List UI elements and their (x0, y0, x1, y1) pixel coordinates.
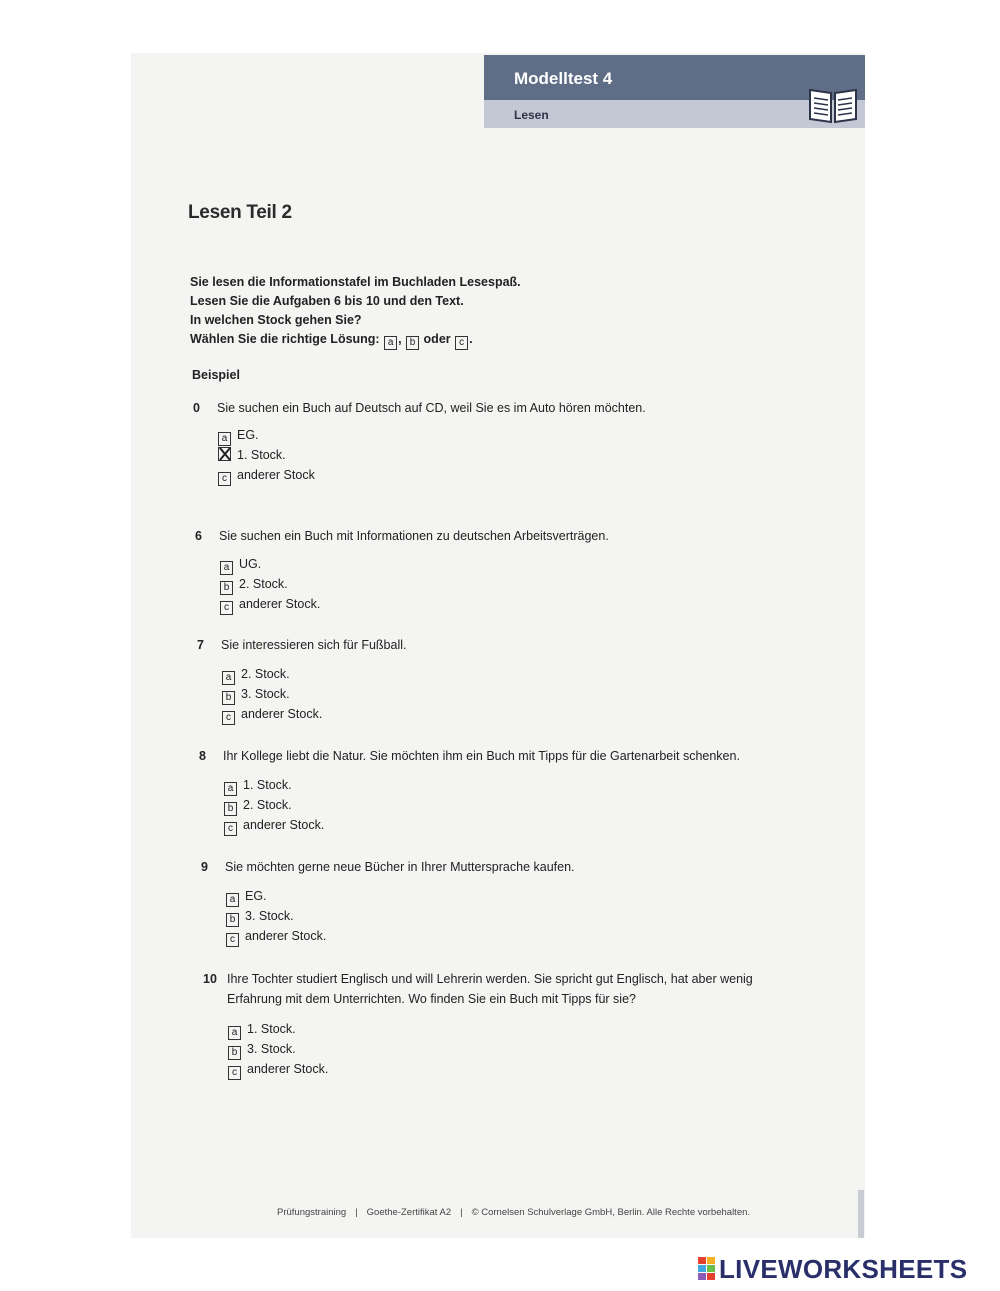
option-a[interactable] (225, 886, 326, 906)
question-number: 0 (193, 401, 200, 415)
liveworksheets-brand[interactable]: LIVEWORKSHEETS (719, 1254, 968, 1284)
option-letter: a (228, 1026, 241, 1040)
option-c[interactable] (227, 1059, 328, 1079)
option-letter: c (222, 711, 235, 725)
option-label: anderer Stock. (239, 597, 321, 611)
question-number: 10 (203, 972, 217, 986)
instruction-line: Sie lesen die Informationstafel im Buchladen Lesespaß. (190, 275, 521, 289)
page-edge (858, 1190, 864, 1238)
option-label: UG. (239, 557, 262, 571)
liveworksheets-logo-icon (698, 1257, 716, 1281)
option-a[interactable] (221, 664, 322, 684)
option-c[interactable] (223, 815, 324, 835)
option-a[interactable] (227, 1019, 328, 1039)
checked-box-icon (218, 447, 231, 461)
header-subtitle: Lesen (514, 108, 549, 122)
option-letter: a (222, 671, 235, 685)
option-label: anderer Stock. (241, 707, 323, 721)
option-letter: c (228, 1066, 241, 1080)
option-letter: c (218, 472, 231, 486)
instruction-line: In welchen Stock gehen Sie? (190, 313, 362, 327)
open-book-icon (807, 86, 859, 124)
option-a[interactable] (217, 425, 315, 445)
header-title: Modelltest 4 (514, 69, 613, 88)
question-text-continued: Erfahrung mit dem Unterrichten. Wo finden Sie ein Buch mit Tipps für sie? (227, 992, 636, 1006)
option-c[interactable] (225, 926, 326, 946)
question-number: 6 (195, 529, 202, 543)
question-text: Sie suchen ein Buch auf Deutsch auf CD, weil Sie es im Auto hören möchten. (217, 401, 646, 415)
option-label: 1. Stock. (243, 778, 292, 792)
option-letter: a (220, 561, 233, 575)
question-6 (195, 526, 815, 616)
option-letter: b (222, 691, 235, 705)
option-b[interactable] (219, 574, 320, 594)
question-text: Sie möchten gerne neue Bücher in Ihrer Muttersprache kaufen. (225, 860, 575, 874)
instructions (190, 273, 521, 350)
question-9 (201, 857, 821, 947)
option-c[interactable] (219, 594, 320, 614)
option-a[interactable] (223, 775, 324, 795)
example-label: Beispiel (192, 368, 240, 382)
option-letter: a (226, 893, 239, 907)
option-label: 3. Stock. (247, 1042, 296, 1056)
option-letter: a (218, 432, 231, 446)
letter-box-b: b (406, 336, 419, 350)
letter-box-a: a (384, 336, 397, 350)
question-8 (199, 746, 839, 836)
option-label: anderer Stock. (245, 929, 327, 943)
option-letter: c (226, 933, 239, 947)
option-letter: a (224, 782, 237, 796)
option-letter: b (220, 581, 233, 595)
question-text: Sie interessieren sich für Fußball. (221, 638, 407, 652)
option-label: 3. Stock. (245, 909, 294, 923)
question-text: Ihr Kollege liebt die Natur. Sie möchten ihm ein Buch mit Tipps für die Gartenarbeit schenken. (223, 749, 740, 763)
option-b[interactable] (225, 906, 326, 926)
option-label: EG. (237, 428, 259, 442)
question-number: 9 (201, 860, 208, 874)
option-label: 3. Stock. (241, 687, 290, 701)
option-b[interactable] (221, 684, 322, 704)
footer-copyright: © Cornelsen Schulverlage GmbH, Berlin. Alle Rechte vorbehalten. (471, 1207, 751, 1218)
option-b-checked[interactable] (217, 445, 315, 465)
option-b[interactable] (227, 1039, 328, 1059)
option-c[interactable] (217, 465, 315, 485)
option-label: 2. Stock. (243, 798, 292, 812)
option-letter: c (220, 601, 233, 615)
option-a[interactable] (219, 554, 320, 574)
question-0 (193, 398, 813, 488)
section-title: Lesen Teil 2 (188, 202, 292, 223)
option-label: anderer Stock. (247, 1062, 329, 1076)
question-7 (197, 635, 817, 725)
question-number: 8 (199, 749, 206, 763)
question-text: Ihre Tochter studiert Englisch und will Lehrerin werden. Sie spricht gut Englisch, hat aber wenig (227, 972, 753, 986)
question-text: Sie suchen ein Buch mit Informationen zu deutschen Arbeitsverträgen. (219, 529, 609, 543)
option-label: 1. Stock. (247, 1022, 296, 1036)
question-number: 7 (197, 638, 204, 652)
page-footer: Prüfungstraining | Goethe-Zertifikat A2 | © Cornelsen Schulverlage GmbH, Berlin. Alle Rechte vorbehalten. (277, 1207, 751, 1218)
option-c[interactable] (221, 704, 322, 724)
footer-part1: Prüfungstraining (277, 1207, 347, 1218)
option-letter: b (228, 1046, 241, 1060)
option-label: anderer Stock. (243, 818, 325, 832)
option-label: anderer Stock (237, 468, 315, 482)
option-label: EG. (245, 889, 267, 903)
footer-part2: Goethe-Zertifikat A2 (366, 1207, 452, 1218)
instruction-line: Lesen Sie die Aufgaben 6 bis 10 und den Text. (190, 294, 464, 308)
option-b[interactable] (223, 795, 324, 815)
option-label: 2. Stock. (241, 667, 290, 681)
letter-box-c: c (455, 336, 468, 350)
instruction-line: Wählen Sie die richtige Lösung: a , b oder c . (190, 332, 473, 348)
option-letter: b (226, 913, 239, 927)
option-label: 1. Stock. (237, 448, 286, 462)
option-letter: c (224, 822, 237, 836)
option-letter: b (224, 802, 237, 816)
option-label: 2. Stock. (239, 577, 288, 591)
question-10 (203, 969, 843, 1084)
